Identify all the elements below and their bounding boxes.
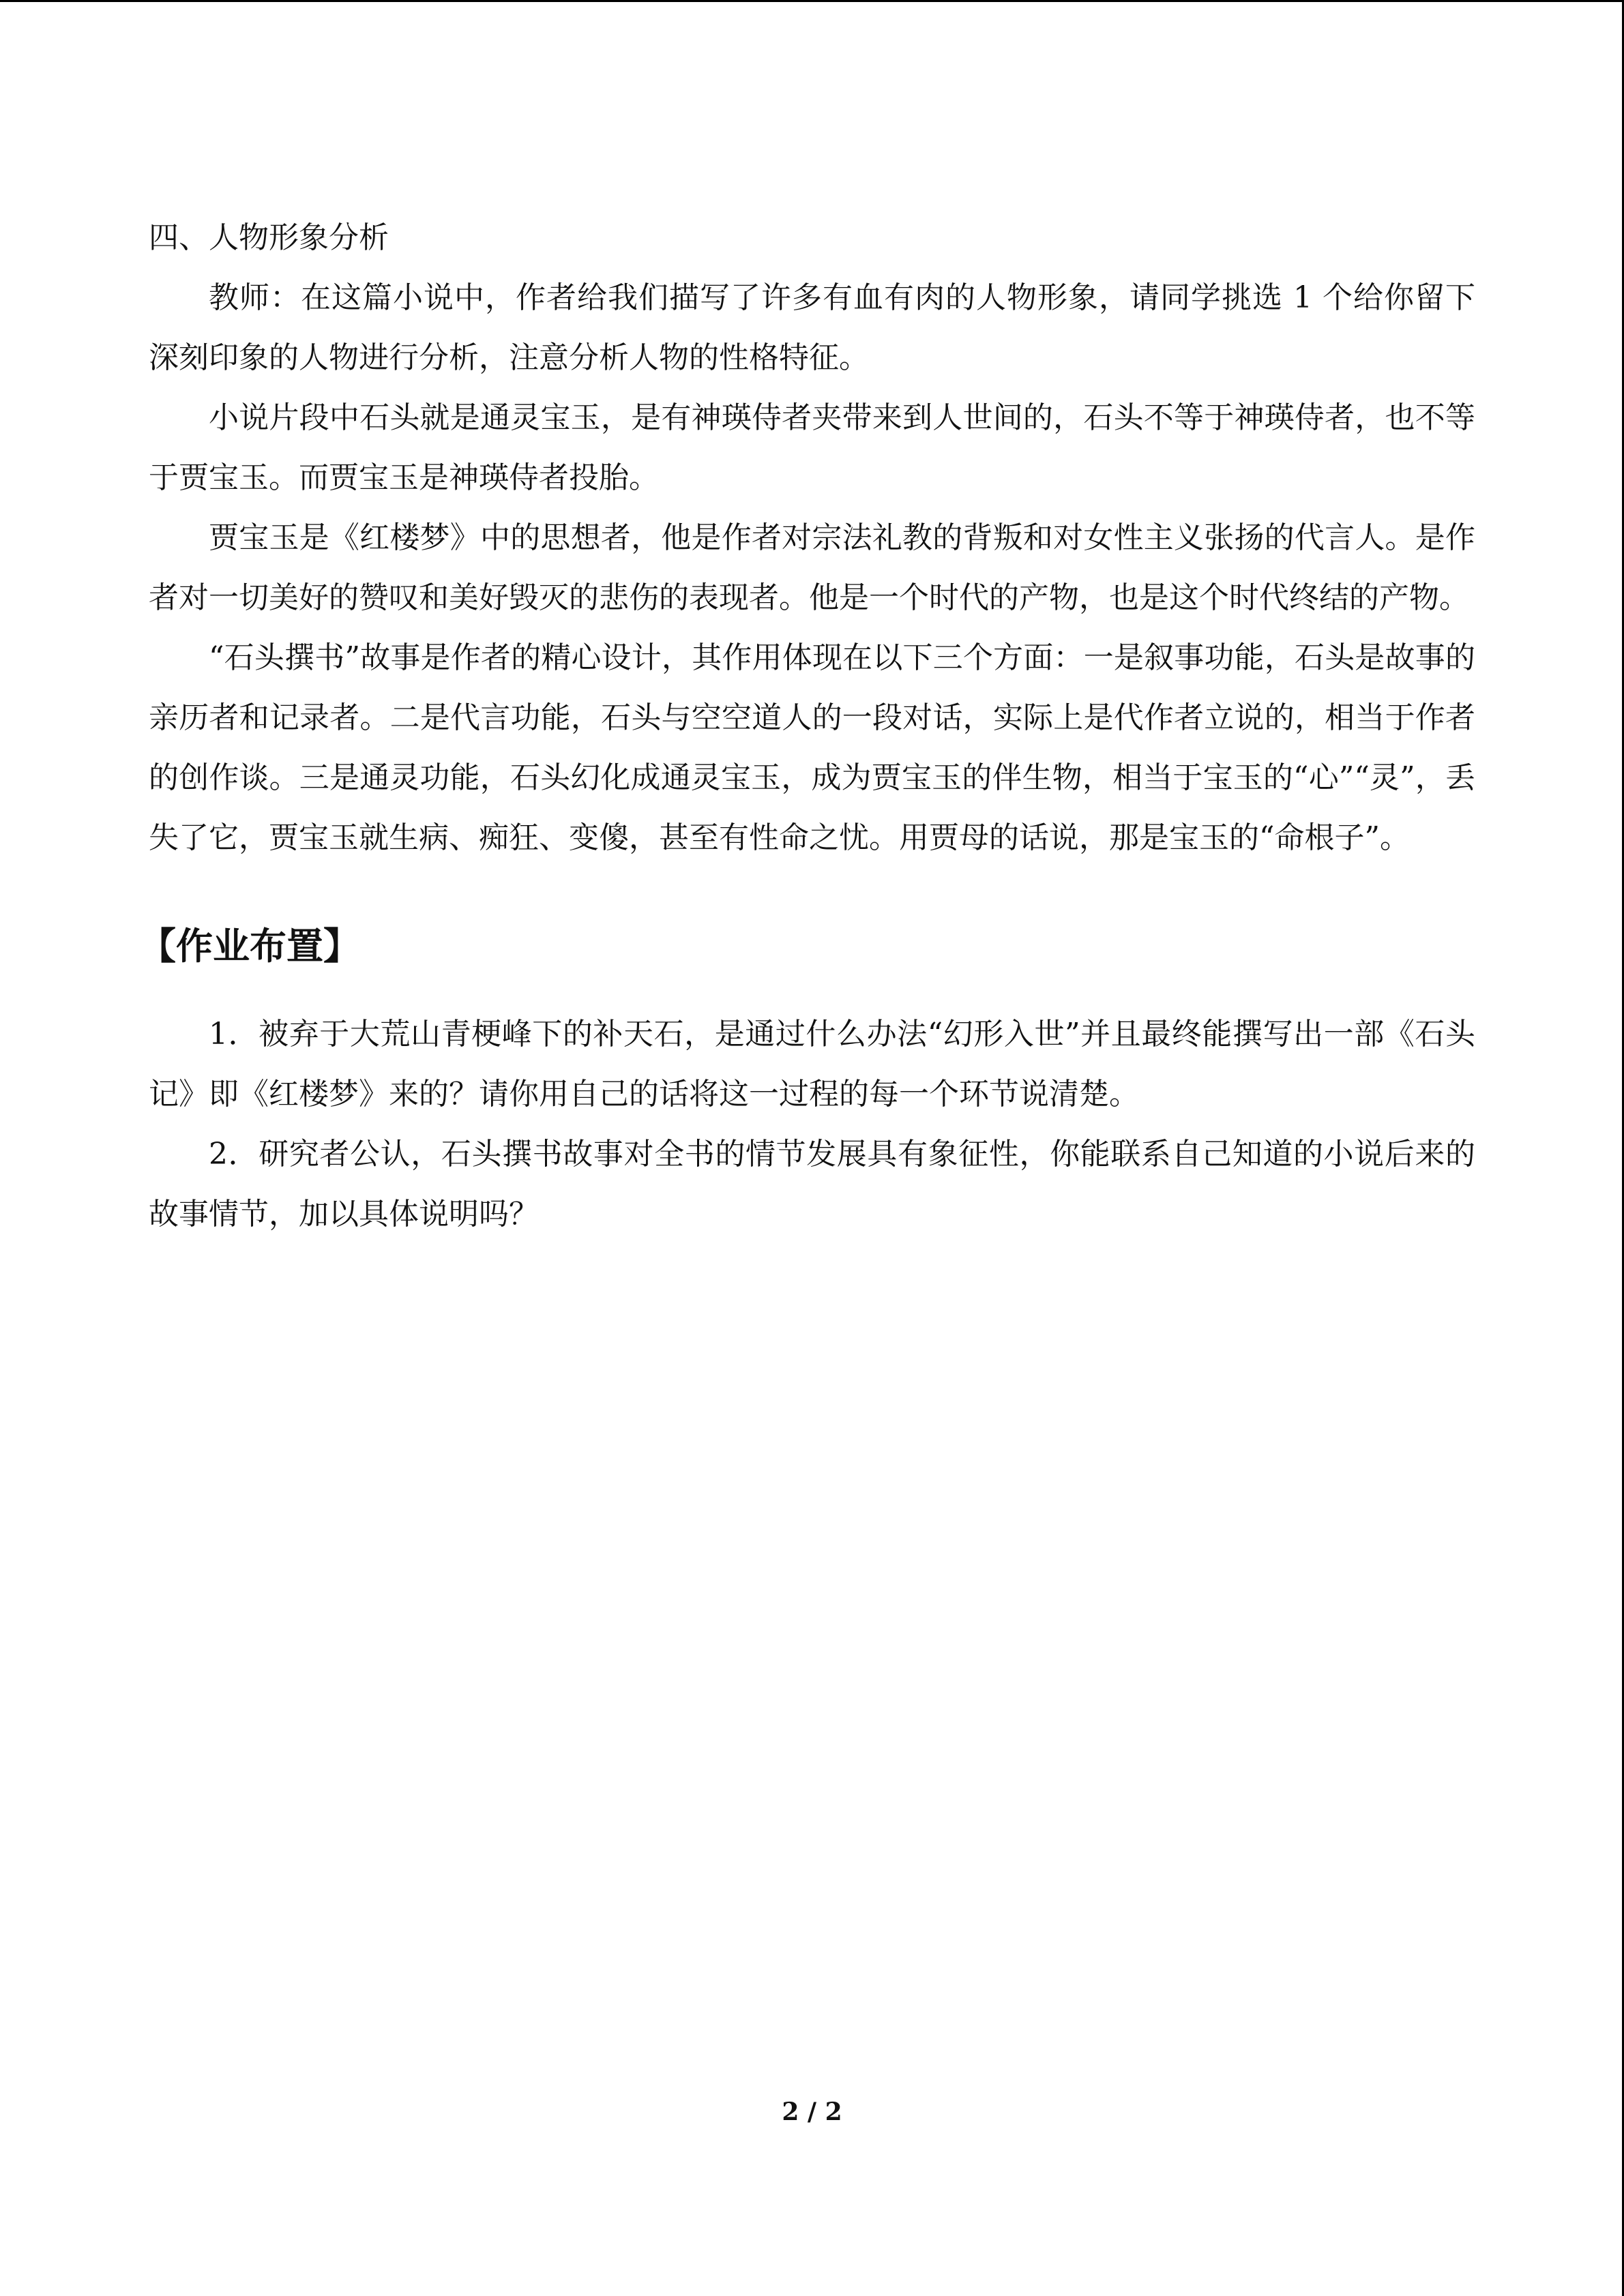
homework-heading: 【作业布置】 bbox=[139, 925, 360, 968]
homework-item-2: 2．研究者公认，石头撰书故事对全书的情节发展具有象征性，你能联系自己知道的小说后来的故事情节，加以具体说明吗？ bbox=[149, 1137, 1475, 1232]
paragraph-stone-writing: “石头撰书”故事是作者的精心设计，其作用体现在以下三个方面：一是叙事功能，石头是故事的亲历者和记录者。二是代言功能，石头与空空道人的一段对话，实际上是代作者立说的，相当于作者的创作谈。三是通灵功能，石头幻化成通灵宝玉，成为贾宝玉的伴生物，相当于宝玉的“心”“灵”，丢失了它，贾宝玉就生病、痴狂、变傻，甚至有性命之忧。用贾母的话说，那是宝玉的“命根子”。 bbox=[149, 640, 1475, 855]
page-number: 2 / 2 bbox=[782, 2098, 842, 2126]
paragraph-jia-baoyu: 贾宝玉是《红楼梦》中的思想者，他是作者对宗法礼教的背叛和对女性主义张扬的代言人。是作者对一切美好的赞叹和美好毁灭的悲伤的表现者。他是一个时代的产物，也是这个时代终结的产物。 bbox=[149, 520, 1475, 615]
paragraph-stone: 小说片段中石头就是通灵宝玉，是有神瑛侍者夹带来到人世间的，石头不等于神瑛侍者，也不等于贾宝玉。而贾宝玉是神瑛侍者投胎。 bbox=[149, 400, 1475, 495]
paragraph-teacher-prompt: 教师：在这篇小说中，作者给我们描写了许多有血有肉的人物形象，请同学挑选 1 个给你留下深刻印象的人物进行分析，注意分析人物的性格特征。 bbox=[149, 280, 1475, 375]
homework-item-1: 1．被弃于大荒山青梗峰下的补天石，是通过什么办法“幻形入世”并且最终能撰写出一部《石头记》即《红楼梦》来的？请你用自己的话将这一过程的每一个环节说清楚。 bbox=[149, 1017, 1475, 1112]
document-body bbox=[139, 208, 1475, 1244]
page-border-top bbox=[0, 0, 1624, 2]
section-heading: 四、人物形象分析 bbox=[149, 220, 389, 255]
